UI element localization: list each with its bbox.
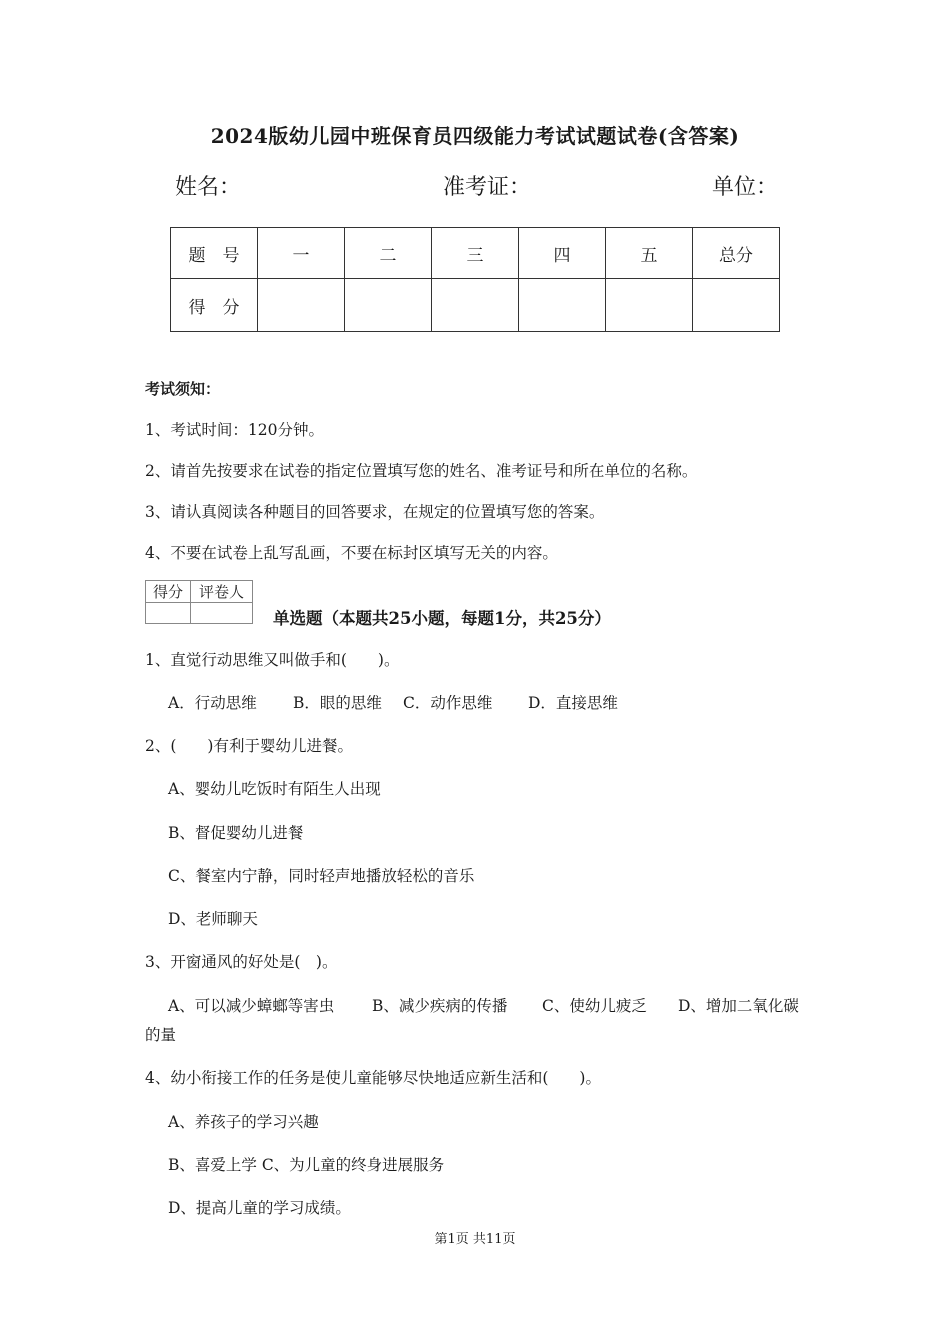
score-table-cell-4: 四 <box>519 228 606 279</box>
question-option-c: C、使幼儿疲乏 <box>542 997 647 1015</box>
notice-item: 2、请首先按要求在试卷的指定位置填写您的姓名、准考证号和所在单位的名称。 <box>145 462 698 480</box>
score-table-cell-label: 题 号 <box>171 228 258 279</box>
grader-table-grader-label: 评卷人 <box>191 581 253 603</box>
notice-item: 1、考试时间：120分钟。 <box>145 421 324 439</box>
question-option-a: A、养孩子的学习兴趣 <box>168 1113 319 1131</box>
question-option-bc: B、喜爱上学 C、为儿童的终身进展服务 <box>168 1156 445 1174</box>
exam-id-field-label: 准考证： <box>443 175 532 200</box>
score-input-3[interactable] <box>432 279 519 332</box>
score-table-score-row <box>171 279 780 332</box>
question-option-a: A、婴幼儿吃饭时有陌生人出现 <box>168 780 381 798</box>
question-option-d: D．直接思维 <box>528 694 618 712</box>
question-stem: 1、直觉行动思维又叫做手和( )。 <box>145 651 400 669</box>
question-stem: 2、( )有利于婴幼儿进餐。 <box>145 737 353 755</box>
question-option-c: C．动作思维 <box>403 694 493 712</box>
question-option-b: B．眼的思维 <box>293 694 382 712</box>
question-option-b: B、减少疾病的传播 <box>372 997 508 1015</box>
score-table <box>170 227 780 332</box>
grader-table-score-label: 得分 <box>146 581 191 603</box>
score-table-cell-total: 总分 <box>693 228 780 279</box>
score-table-cell-3: 三 <box>432 228 519 279</box>
question-option-d: D、增加二氧化碳 <box>678 997 799 1015</box>
score-table-cell-1: 一 <box>258 228 345 279</box>
score-input-1[interactable] <box>258 279 345 332</box>
grader-name-input[interactable] <box>191 603 253 624</box>
score-table-score-label: 得 分 <box>171 279 258 332</box>
score-input-4[interactable] <box>519 279 606 332</box>
notice-heading: 考试须知： <box>145 380 221 398</box>
score-table-cell-2: 二 <box>345 228 432 279</box>
score-input-total[interactable] <box>693 279 780 332</box>
question-option-d-wrap: 的量 <box>145 1026 177 1044</box>
notice-item: 4、不要在试卷上乱写乱画，不要在标封区填写无关的内容。 <box>145 544 558 562</box>
question-stem: 4、幼小衔接工作的任务是使儿童能够尽快地适应新生活和( )。 <box>145 1069 601 1087</box>
score-table-cell-5: 五 <box>606 228 693 279</box>
question-option-c: C、餐室内宁静，同时轻声地播放轻松的音乐 <box>168 867 475 885</box>
page-number: 第1页 共11页 <box>434 1232 516 1247</box>
section-title: 单选题（本题共25小题，每题1分，共25分） <box>273 609 611 628</box>
question-stem: 3、开窗通风的好处是( )。 <box>145 953 338 971</box>
grader-table <box>145 580 253 624</box>
question-option-a: A．行动思维 <box>168 694 257 712</box>
notice-item: 3、请认真阅读各种题目的回答要求，在规定的位置填写您的答案。 <box>145 503 605 521</box>
document-title: 2024版幼儿园中班保育员四级能力考试试题试卷(含答案) <box>210 124 740 148</box>
question-option-b: B、督促婴幼儿进餐 <box>168 824 304 842</box>
grader-score-input[interactable] <box>146 603 191 624</box>
score-table-header-row <box>171 228 780 279</box>
question-option-a: A、可以减少蟑螂等害虫 <box>168 997 335 1015</box>
unit-field-label: 单位： <box>712 175 779 200</box>
question-option-d: D、提高儿童的学习成绩。 <box>168 1199 351 1217</box>
score-input-5[interactable] <box>606 279 693 332</box>
score-input-2[interactable] <box>345 279 432 332</box>
name-field-label: 姓名： <box>175 175 242 200</box>
question-option-d: D、老师聊天 <box>168 910 258 928</box>
